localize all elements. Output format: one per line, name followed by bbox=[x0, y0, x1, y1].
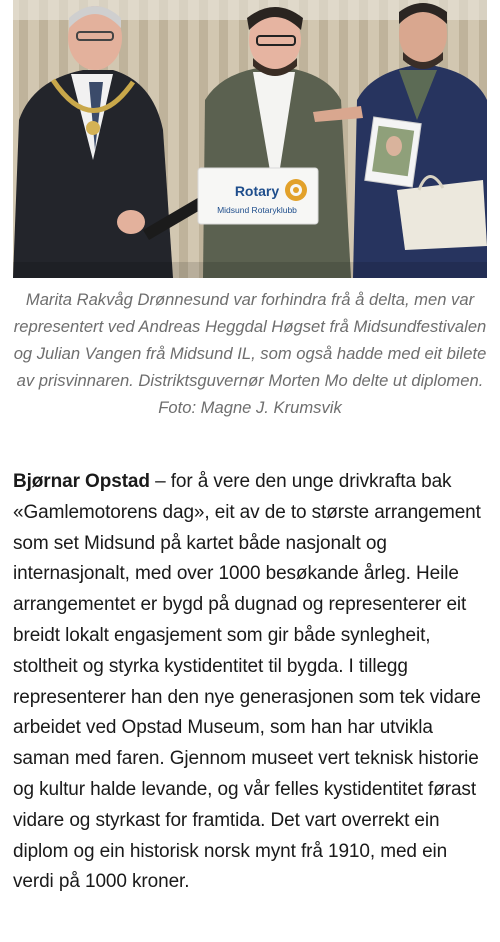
article-name: Bjørnar Opstad bbox=[13, 471, 150, 492]
photo-caption: Marita Rakvåg Drønnesund var forhindra frå å delta, men var representert ved Andreas Heggdal Høgset frå Midsundfestivalen og Julian Vangen frå Midsund IL, som også hadde med eit bilete av prisvinnaren. Distriktsguvernør Morten Mo delte ut diplomen. Foto: Magne J. Krumsvik bbox=[13, 290, 487, 417]
article-photo bbox=[13, 0, 487, 278]
sign-brand: Rotary bbox=[234, 183, 280, 199]
article-body: – for å vere den unge drivkrafta bak «Gamlemotorens dag», eit av de to største arrangement som set Midsund på kartet både nasjonalt og internasjonalt, med over 1000 besøkande årleg. Heile arrangementet er bygd på dugnad og representerer eit breidt lokalt engasjement som gir både synlegheit, stoltheit og styrka kystidentitet til bygda. I tillegg representerer han den nye generasjonen som tek vidare arbeidet ved Opstad Museum, som han har utvikla saman med faren. Gjennom museet vert teknisk historie og kultur halde levande, og vår felles kystidentitet førast vidare og styrkast for framtida. Det vart overrekt ein diplom og ein historisk norsk mynt frå 1910, med ein verdi på 1000 kroner. bbox=[13, 471, 481, 893]
rotary-sign bbox=[198, 168, 318, 224]
sign-club: Midsund Rotaryklubb bbox=[217, 205, 297, 215]
article-paragraph bbox=[13, 467, 491, 898]
photo-illustration bbox=[13, 0, 487, 278]
